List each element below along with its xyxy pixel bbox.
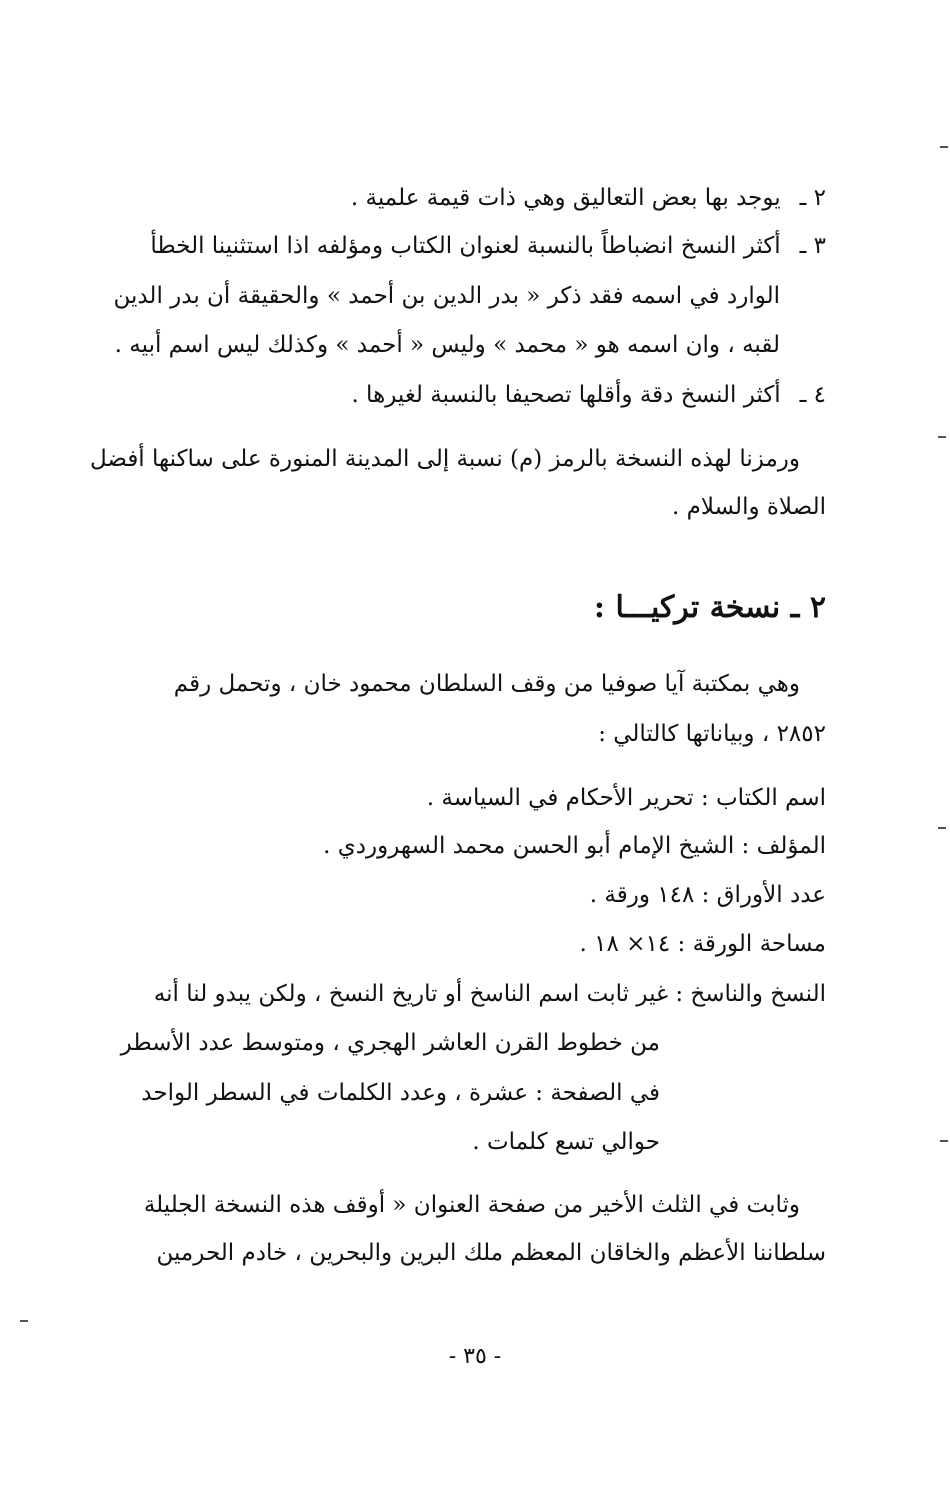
list-item-3-line-2: الوارد في اسمه فقد ذكر « بدر الدين بن أحمد » والحقيقة أن بدر الدين [113, 283, 780, 309]
list-item-3 [150, 229, 826, 263]
paragraph-line: الصلاة والسلام . [671, 494, 826, 520]
list-number: ٢ ـ [799, 185, 826, 211]
paragraph-line: وهي بمكتبة آيا صوفيا من وقف السلطان محمود خان ، وتحمل رقم [173, 671, 800, 697]
list-text: أكثر النسخ انضباطاً بالنسبة لعنوان الكتاب ومؤلفه اذا استثنينا الخطأ [150, 233, 781, 259]
list-number: ٤ ـ [799, 382, 826, 408]
paragraph-line: ٢٨٥٢ ، وبياناتها كالتالي : [598, 721, 826, 747]
list-item-2 [351, 181, 826, 215]
author-detail: المؤلف : الشيخ الإمام أبو الحسن محمد السهروردي . [323, 833, 826, 859]
paragraph-line: سلطاننا الأعظم والخاقان المعظم ملك البرين والبحرين ، خادم الحرمين [156, 1240, 826, 1266]
list-text: يوجد بها بعض التعاليق وهي ذات قيمة علمية . [350, 185, 781, 211]
copyist-detail-line: من خطوط القرن العاشر الهجري ، ومتوسط عدد الأسطر [120, 1030, 660, 1056]
list-number: ٣ ـ [799, 233, 826, 259]
page-number: - ٣٥ - [448, 1344, 502, 1369]
scan-mark [938, 436, 946, 438]
copyist-detail-line: في الصفحة : عشرة ، وعدد الكلمات في السطر الواحد [141, 1080, 660, 1106]
paragraph-line: وثابت في الثلث الأخير من صفحة العنوان « أوقف هذه النسخة الجليلة [143, 1192, 800, 1218]
scan-mark [940, 146, 948, 148]
list-text: أكثر النسخ دقة وأقلها تصحيفا بالنسبة لغيرها . [351, 382, 781, 408]
copyist-detail: النسخ والناسخ : غير ثابت اسم الناسخ أو تاريخ النسخ ، ولكن يبدو لنا أنه [153, 981, 826, 1007]
scan-mark [938, 827, 946, 829]
section-heading: ٢ ـ نسخة تركيـــا : [593, 590, 826, 625]
book-title-detail: اسم الكتاب : تحرير الأحكام في السياسة . [426, 785, 826, 811]
scan-mark [940, 1140, 948, 1142]
paragraph-line: ورمزنا لهذه النسخة بالرمز (م) نسبة إلى المدينة المنورة على ساكنها أفضل [89, 446, 800, 472]
leaves-detail: عدد الأوراق : ١٤٨ ورقة . [589, 882, 826, 908]
paper-size-detail: مساحة الورقة : ١٤× ١٨ . [579, 931, 826, 957]
copyist-detail-line: حوالي تسع كلمات . [472, 1129, 660, 1155]
scan-mark [20, 1320, 28, 1322]
list-item-4 [351, 378, 826, 412]
list-item-3-line-3: لقبه ، وان اسمه هو « محمد » وليس « أحمد » وكذلك ليس اسم أبيه . [114, 332, 780, 358]
